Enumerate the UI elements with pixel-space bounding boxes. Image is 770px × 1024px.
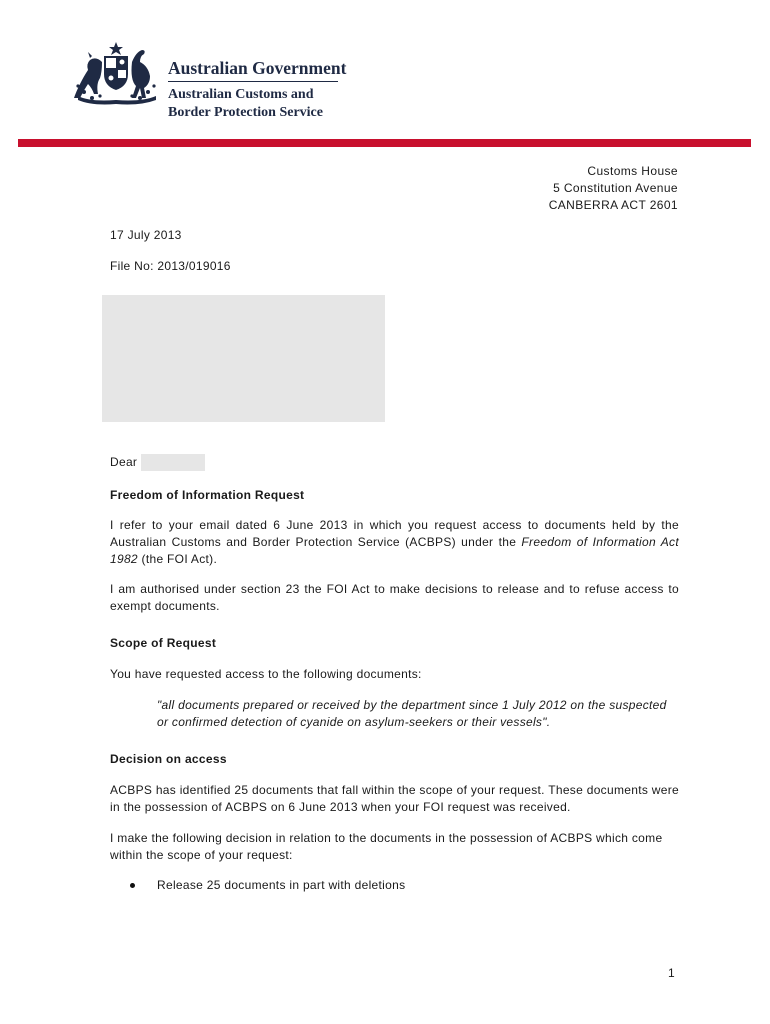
paragraph-decision: I make the following decision in relation to the documents in the possession of ACBPS which come within the scope of your request: [110,831,663,862]
letterhead-rule [168,81,338,82]
sender-address [549,163,678,214]
paragraph-reference-text: I refer to your email dated 6 June 2013 in which you request access to documents held by the Australian Customs and Border Protection Service (ACBPS) under the [110,518,679,549]
paragraph-scope: You have requested access to the following documents: [110,667,422,681]
agency-name [168,86,323,122]
address-line-3: CANBERRA ACT 2601 [548,198,678,212]
salutation-text: Dear [110,455,138,469]
address-line-2: 5 Constitution Avenue [553,181,678,195]
paragraph-documents-identified: ACBPS has identified 25 documents that fall within the scope of your request. These documents were in the possession of ACBPS on 6 June 2013 when your FOI request was received. [110,783,679,814]
heading-scope: Scope of Request [110,636,217,650]
redacted-recipient-name [141,454,205,471]
request-quote: "all documents prepared or received by the department since 1 July 2012 on the suspected or confirmed detection of cyanide on asylum-seekers or their vessels". [157,698,667,729]
redacted-recipient-address [102,295,385,422]
salutation [110,454,679,471]
letter-date: 17 July 2013 [110,228,182,242]
paragraph-reference [110,517,679,568]
letterhead-band [18,139,751,147]
act-title: Freedom of Information Act 1982 [110,535,679,566]
list-item-text: Release 25 documents in part with deletions [157,878,406,892]
file-number: File No: 2013/019016 [110,259,231,273]
agency-line-2: Border Protection Service [168,105,323,120]
heading-decision: Decision on access [110,752,227,766]
coat-of-arms-icon [70,40,162,106]
government-title: Australian Government [168,58,347,78]
heading-foi-request: Freedom of Information Request [110,488,305,502]
bullet-icon [130,883,135,888]
page-number: 1 [668,966,675,980]
paragraph-reference-end: (the FOI Act). [137,552,218,566]
paragraph-authorisation: I am authorised under section 23 the FOI Act to make decisions to release and to refuse access to exempt documents. [110,582,679,613]
agency-line-1: Australian Customs and [168,87,314,102]
address-line-1: Customs House [587,164,678,178]
